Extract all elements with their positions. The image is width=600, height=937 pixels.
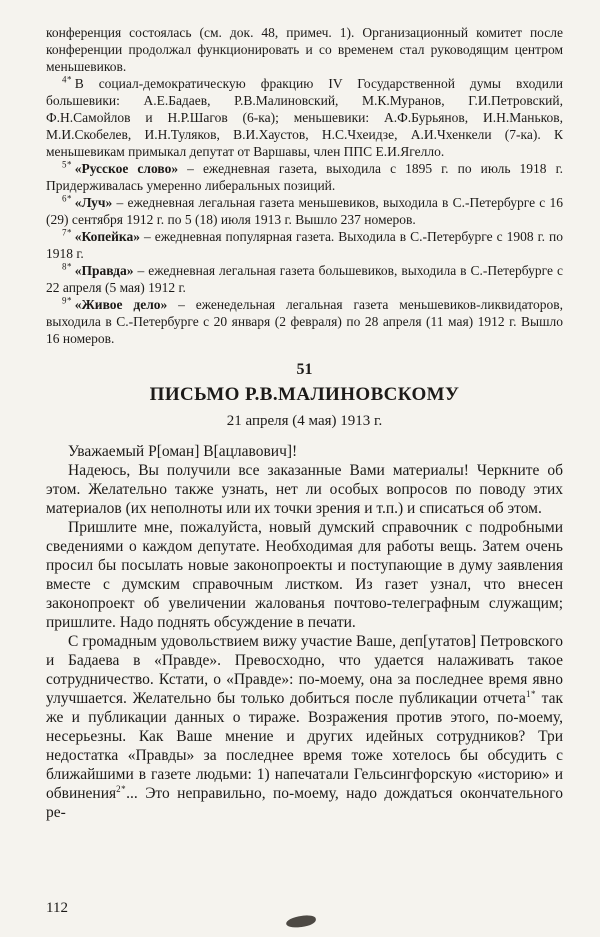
footnote-ref: 2*: [116, 783, 127, 794]
footnote: $^{4*}$ В социал-демократическую фракцию IV Государственной думы входили большевики: А.Е.Бадаев, Р.В.Малиновский, М.К.Муранов, Г.И.Петровский, Ф.Н.Самойлов и Н.Р.Шагов (6-ка); меньшевики: А.Ф.Бурьянов, И.Н.Маньков, М.И.Скобелев, И.Н.Туляков, В.И.Хаустов, Н.С.Чхеидзе, А.И.Чхенкели (7-ка). К меньшевикам примыкал депутат от Варшавы, член ППС Е.И.Ягелло.: [46, 74, 563, 159]
newspaper-title: «Копейка»: [74, 229, 140, 244]
footnote-marker: 5*: [62, 159, 72, 170]
footnote: $^{5*}$ «Русское слово» – ежедневная газета, выходила с 1895 г. по июль 1918 г. Придерживалась умеренно либеральных позиций.: [46, 159, 563, 193]
letter-paragraph: Надеюсь, Вы получили все заказанные Вами материалы! Черкните об этом. Желательно также узнать, нет ли особых вопросов по поводу этих материалов (их неполноты или их точки зрения и т.п.) и списаться об этом.: [46, 462, 563, 517]
newspaper-title: «Луч»: [74, 195, 113, 210]
footnote: $^{7*}$ «Копейка» – ежедневная популярная газета. Выходила в С.-Петербурге с 1908 г. по 1918 г.: [46, 227, 563, 261]
document-number: 51: [296, 361, 313, 378]
letter-paragraph: Пришлите мне, пожалуйста, новый думский справочник с подробными сведениями о каждом депутате. Необходимая для работы вещь. Затем очень просил бы посылать новые законопроекты и поступающие в думу заявления вместе с думским справочным листком. Из газет узнал, что внесен законопроект об увеличении жалованья почтово-телеграфным служащим; пришлите. Надо поднять обсуждение в печати.: [46, 519, 563, 631]
letter-paragraphs: [46, 461, 563, 822]
letter-body: [46, 442, 563, 822]
footnote-ref: 1*: [525, 688, 536, 699]
page-number: 112: [46, 900, 68, 916]
footnote-marker: 4*: [62, 74, 72, 85]
newspaper-title: «Русское слово»: [74, 161, 179, 176]
letter-paragraph: С громадным удовольствием вижу участие Ваше, деп[утатов] Петровского и Бадаева в «Правде». Превосходно, что удается налаживать такое сотрудничество. Кстати, о «Правде»: по-моему, она за последнее время явно улучшается. Желательно бы только добиться после публикации отчета$^{1*}$ так же и публикации данных о тираже. Возражения против этого, по-моему, несерьезны. Как Ваше мнение и других идейных сотрудников? Три недостатка «Правды» за последнее время тоже хотелось бы обсудить с ближайшими в газете людьми: 1) напечатали Гельсингфорскую «историю» и обвинения$^{2*}$... Это неправильно, по-моему, надо дождаться окончательного ре-: [46, 633, 563, 821]
document-title: ПИСЬМО Р.В.МАЛИНОВСКОМУ: [149, 384, 460, 405]
scan-artifact: [285, 914, 316, 929]
document-date: 21 апреля (4 мая) 1913 г.: [226, 413, 383, 429]
newspaper-title: «Живое дело»: [74, 297, 168, 312]
footnote-marker: 6*: [62, 193, 72, 204]
footnote-marker: 9*: [62, 295, 72, 306]
letter-salutation: Уважаемый Р[оман] В[ацлавович]!: [68, 443, 298, 460]
footnote: конференция состоялась (см. док. 48, примеч. 1). Организационный комитет после конференции продолжал функционировать и со временем стал руководящим центром меньшевиков.: [46, 25, 563, 74]
footnote: $^{8*}$ «Правда» – ежедневная легальная газета большевиков, выходила в С.-Петербурге с 22 апреля (5 мая) 1912 г.: [46, 261, 563, 295]
footnote-marker: 8*: [62, 261, 72, 272]
footnote-marker: 7*: [62, 227, 72, 238]
footnote: $^{9*}$ «Живое дело» – еженедельная легальная газета меньшевиков-ликвидаторов, выходила в С.-Петербурге с 20 января (2 февраля) по 28 апреля (11 мая) 1912 г. Вышло 16 номеров.: [46, 295, 563, 346]
footnotes-block: [46, 24, 563, 347]
newspaper-title: «Правда»: [74, 263, 134, 278]
document-heading: [46, 361, 563, 430]
footnote: $^{6*}$ «Луч» – ежедневная легальная газета меньшевиков, выходила в С.-Петербурге с 16 (29) сентября 1912 г. по 5 (18) июля 1913 г. Вышло 237 номеров.: [46, 193, 563, 227]
